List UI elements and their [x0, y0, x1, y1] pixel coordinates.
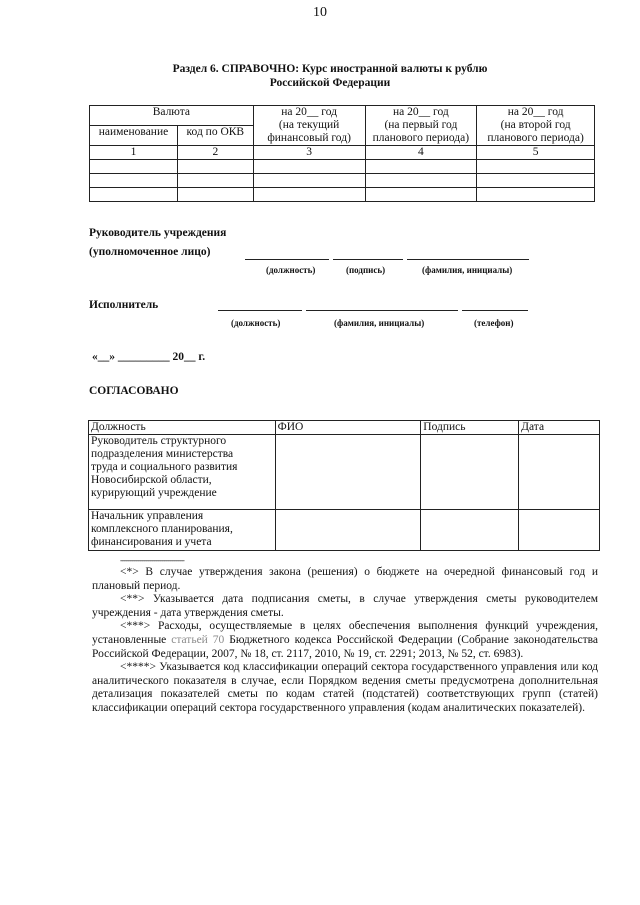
approval-header-position: Должность [89, 421, 276, 435]
page-number: 10 [313, 5, 327, 20]
approval-position-cell: Руководитель структурного подразделения министерства труда и социального развития Новосибирской области, курирующий учреждение [89, 435, 276, 510]
footnote-3: <***> Расходы, осуществляемые в целях обеспечения выполнения функций учреждения, установленные статьей 70 Бюджетного кодекса Российской Федерации (Собрание законодательства Российской Федерации, 2007, № 18, ст. 2117, 2010, № 19, ст. 2291; 2013, № 52, ст. 6983). [92, 620, 599, 660]
executor-name-line [306, 310, 458, 311]
header-current-year: на 20__ год (на текущий финансовый год) [253, 106, 365, 146]
head-signature-line [333, 259, 403, 260]
approval-position-cell: Начальник управления комплексного планирования, финансирования и учета [89, 510, 276, 551]
footnote-2: <**> Указывается дата подписания сметы, в случае утверждения сметы руководителем учреждения - дата утверждения сметы. [92, 593, 598, 619]
approval-title: СОГЛАСОВАНО [89, 385, 179, 397]
date-line: «__» _________ 20__ г. [92, 351, 206, 363]
column-number: 5 [477, 146, 595, 160]
table-row [90, 160, 595, 174]
approval-header-signature: Подпись [421, 421, 519, 435]
table-row [90, 174, 595, 188]
article-70-link[interactable]: статьей 70 [171, 633, 225, 646]
head-label-line1: Руководитель учреждения [89, 227, 227, 239]
column-number: 3 [253, 146, 365, 160]
head-name-caption: (фамилия, инициалы) [422, 265, 513, 275]
header-first-plan-year: на 20__ год (на первый год планового периода) [365, 106, 477, 146]
head-name-line [407, 259, 529, 260]
footnote-separator: -------------------------------- [120, 555, 184, 565]
approval-header-fio: ФИО [275, 421, 421, 435]
footnote-4: <****> Указывается код классификации операций сектора государственного управления или код аналитического показателя в случае, если Порядком ведения сметы предусмотрена дополнительная детализация показателей сметы по кодам статей (подстатей) соответствующих групп (статей) классификации операций сектора государственного управления (кодам аналитических показателей). [92, 661, 598, 714]
section-title-line1: Раздел 6. СПРАВОЧНО: Курс иностранной валюты к рублю [172, 63, 488, 75]
executor-name-caption: (фамилия, инициалы) [334, 318, 425, 328]
executor-position-caption: (должность) [231, 318, 281, 328]
header-currency-name: наименование [90, 126, 178, 146]
head-position-caption: (должность) [266, 265, 316, 275]
head-signature-caption: (подпись) [346, 265, 386, 275]
approval-table [88, 420, 600, 551]
table-row [90, 188, 595, 202]
executor-phone-caption: (телефон) [474, 318, 514, 328]
head-position-line [245, 259, 329, 260]
approval-header-date: Дата [519, 421, 600, 435]
footnote-1: <*> В случае утверждения закона (решения) о бюджете на очередной финансовый год и плановый период. [92, 566, 598, 592]
table-row [89, 510, 600, 551]
column-number: 4 [365, 146, 477, 160]
column-number: 1 [90, 146, 178, 160]
executor-phone-line [462, 310, 528, 311]
currency-rate-table [89, 105, 595, 202]
executor-position-line [218, 310, 302, 311]
head-label-line2: (уполномоченное лицо) [89, 246, 211, 258]
currency-group-header: Валюта [90, 106, 254, 126]
section-title-line2: Российской Федерации [269, 77, 391, 89]
column-number: 2 [177, 146, 253, 160]
executor-label: Исполнитель [89, 299, 159, 311]
header-second-plan-year: на 20__ год (на второй год планового периода) [477, 106, 595, 146]
footnotes [92, 555, 598, 716]
header-okv-code: код по ОКВ [177, 126, 253, 146]
table-row [89, 435, 600, 510]
section-title [100, 62, 560, 90]
